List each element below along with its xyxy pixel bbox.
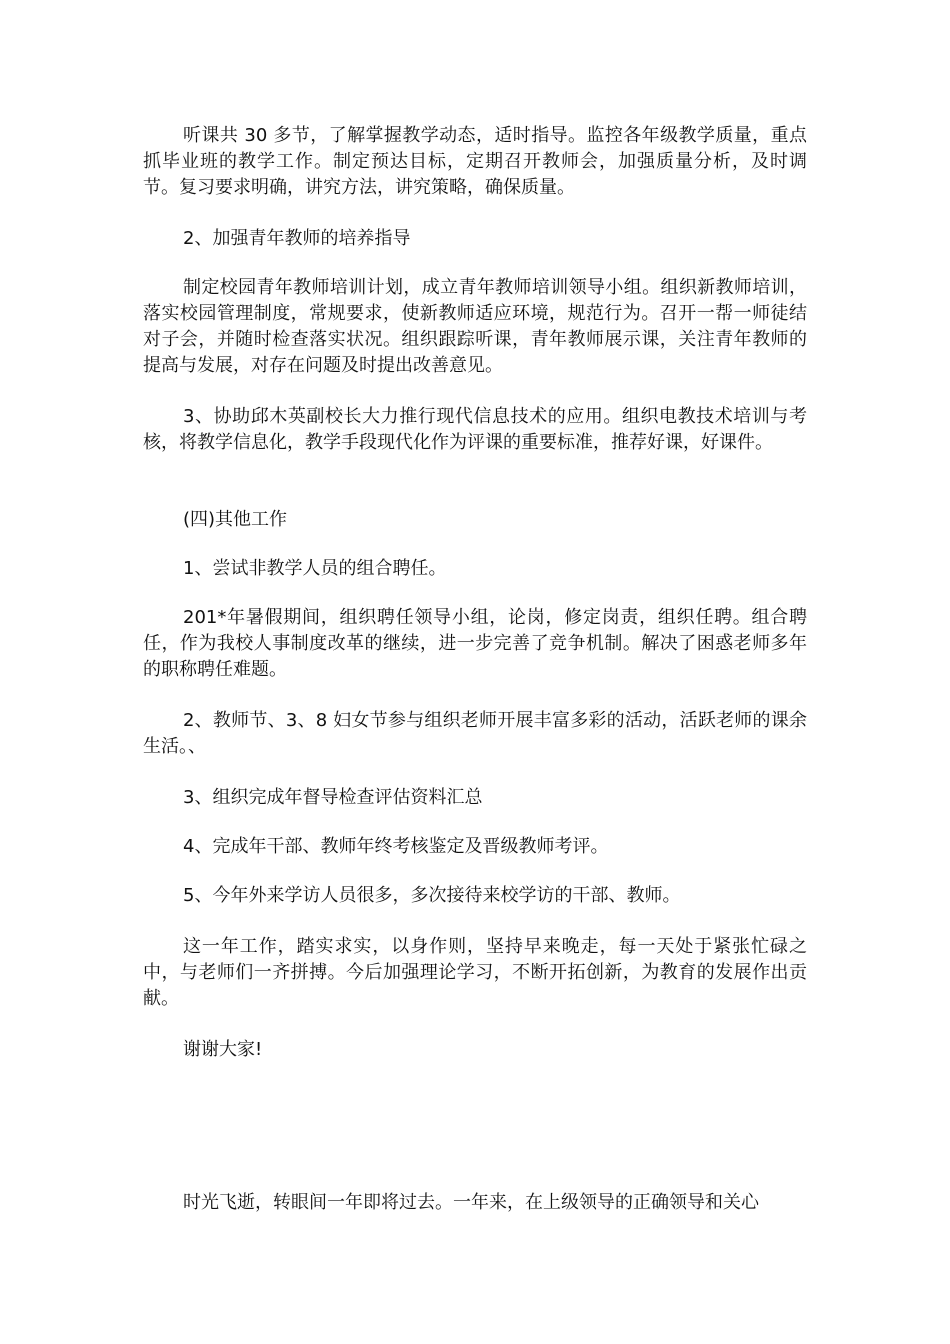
item-visitors: 5、今年外来学访人员很多，多次接待来校学访的干部、教师。 — [183, 885, 681, 906]
item-annual-assessment: 4、完成年干部、教师年终考核鉴定及晋级教师考评。 — [183, 836, 609, 857]
paragraph-young-teacher-plan: 制定校园青年教师培训计划，成立青年教师培训领导小组。组织新教师培训，落实校园管理制度，常规要求，使新教师适应环境，规范行为。召开一帮一师徒结对子会，并随时检查落实状况。组织跟踪听课，青年教师展示课，关注青年教师的提高与发展，对存在问题及时提出改善意见。 — [143, 277, 807, 376]
paragraph-next-section-start: 时光飞逝，转眼间一年即将过去。一年来，在上级领导的正确领导和关心 — [183, 1192, 759, 1213]
paragraph-conclusion: 这一年工作，踏实求实，以身作则，坚持早来晚走，每一天处于紧张忙碌之中，与老师们一齐拼搏。今后加强理论学习，不断开拓创新，为教育的发展作出贡献。 — [143, 936, 807, 1009]
heading-young-teacher-training: 2、加强青年教师的培养指导 — [183, 228, 411, 249]
paragraph-it-application: 3、协助邱木英副校长大力推行现代信息技术的应用。组织电教技术培训与考核，将教学信息化，教学手段现代化作为评课的重要标准，推荐好课，好课件。 — [143, 406, 807, 453]
item-festival-activities: 2、教师节、3、8 妇女节参与组织老师开展丰富多彩的活动，活跃老师的课余生活。、 — [143, 710, 807, 757]
closing-thanks: 谢谢大家! — [183, 1039, 263, 1060]
paragraph-summer-appointment: 201*年暑假期间，组织聘任领导小组，论岗，修定岗责，组织任聘。组合聘任，作为我校人事制度改革的继续，进一步完善了竞争机制。解决了困惑老师多年的职称聘任难题。 — [143, 607, 807, 680]
item-inspection-summary: 3、组织完成年督导检查评估资料汇总 — [183, 787, 483, 808]
item-staff-appointment: 1、尝试非教学人员的组合聘任。 — [183, 558, 447, 579]
paragraph-teaching-supervision: 听课共 30 多节，了解掌握教学动态，适时指导。监控各年级教学质量，重点抓毕业班的教学工作。制定预达目标，定期召开教师会，加强质量分析，及时调节。复习要求明确，讲究方法，讲究策略，确保质量。 — [143, 125, 807, 198]
heading-other-work: (四)其他工作 — [183, 509, 288, 530]
